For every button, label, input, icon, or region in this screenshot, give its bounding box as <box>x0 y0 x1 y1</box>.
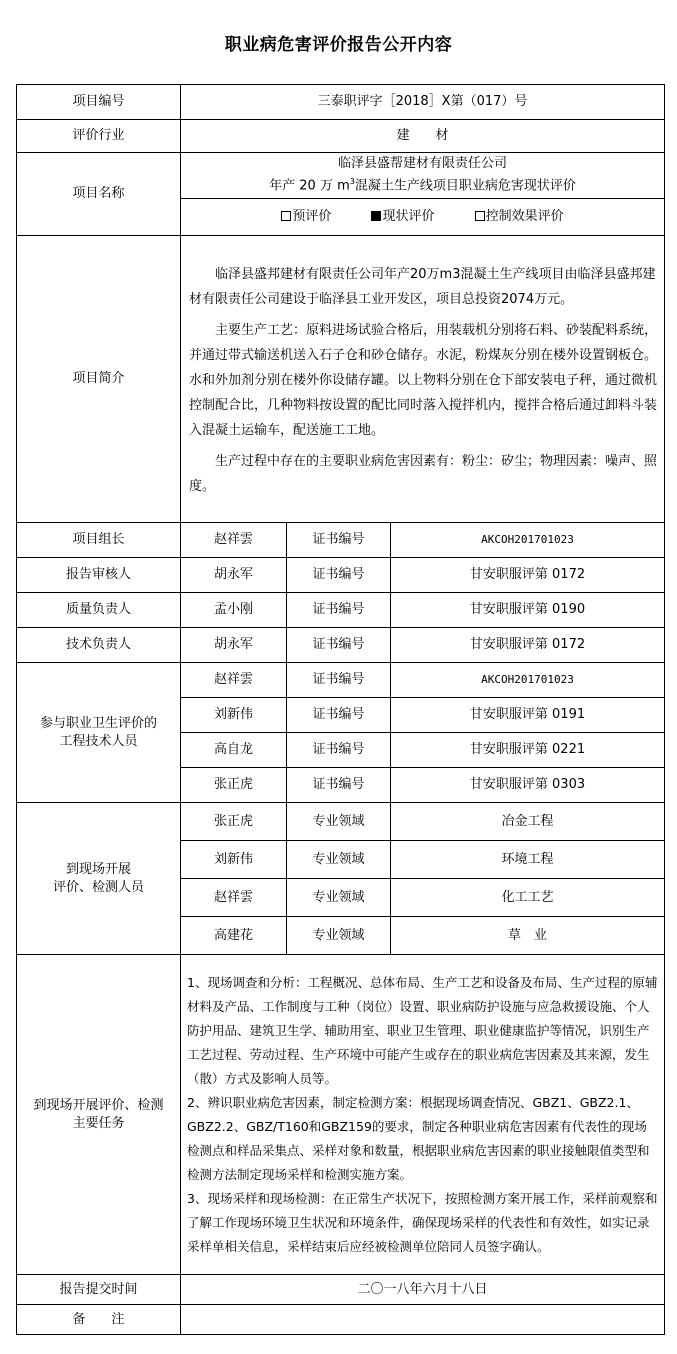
staff-name: 胡永军 <box>181 558 287 593</box>
value-remark <box>181 1305 665 1335</box>
cert-number: 甘安职服评第 0172 <box>391 558 665 593</box>
project-title-prefix: 年产 20 万 m <box>269 178 350 194</box>
tasks-label-line: 到现场开展评价、检测 <box>33 1097 164 1113</box>
label-project-no: 项目编号 <box>17 85 181 120</box>
checkbox-control-eval <box>475 211 485 221</box>
cert-label: 证书编号 <box>287 523 391 558</box>
staff-name: 赵祥雲 <box>181 523 287 558</box>
staff-name: 孟小刚 <box>181 593 287 628</box>
field-staff-name: 赵祥雲 <box>181 879 287 917</box>
engineers-label-line: 参与职业卫生评价的 <box>39 715 157 731</box>
engineer-name: 高自龙 <box>181 733 287 768</box>
cert-label: 证书编号 <box>287 733 391 768</box>
staff-role: 质量负责人 <box>17 593 181 628</box>
eval-type-pre-label: 预评价 <box>292 209 332 224</box>
staff-role: 技术负责人 <box>17 628 181 663</box>
tasks-label-line: 主要任务 <box>72 1115 125 1131</box>
field-staff-name: 高建花 <box>181 917 287 955</box>
cert-number: 甘安职服评第 0191 <box>391 698 665 733</box>
engineer-name: 张正虎 <box>181 768 287 803</box>
label-remark: 备 注 <box>17 1305 181 1335</box>
field-label: 专业领域 <box>287 879 391 917</box>
label-submit-date: 报告提交时间 <box>17 1275 181 1305</box>
field-staff-name: 张正虎 <box>181 803 287 841</box>
eval-type-current <box>371 208 434 226</box>
task-item: 2、辨识职业病危害因素，制定检测方案：根据现场调查情况、GBZ1、GBZ2.1、GBZ2.2、GBZ/T160和GBZ159的要求，制定各种职业病危害因素有代表性的现场检测点和样品采集点、采样对象和数量，根据职业病危害因素的职业接触限值类型和检测方法制定现场采样和检测实施方案。 <box>187 1094 650 1182</box>
cert-number: 甘安职服评第 0303 <box>391 768 665 803</box>
eval-type-options <box>181 199 665 236</box>
eval-type-pre <box>281 208 331 226</box>
row-intro <box>17 236 665 523</box>
row-engineer <box>17 663 665 698</box>
company-name: 临泽县盛帮建材有限责任公司 <box>337 156 507 172</box>
cert-label: 证书编号 <box>287 593 391 628</box>
cert-label: 证书编号 <box>287 698 391 733</box>
staff-name: 胡永军 <box>181 628 287 663</box>
field-label: 专业领域 <box>287 803 391 841</box>
value-project-no: 三泰职评字［2018］X第（017）号 <box>181 85 665 120</box>
engineer-name: 赵祥雲 <box>181 663 287 698</box>
row-industry <box>17 120 665 153</box>
field-staff-label-line: 评价、检测人员 <box>52 879 144 895</box>
value-intro <box>181 236 665 523</box>
field-label: 专业领域 <box>287 841 391 879</box>
cert-label: 证书编号 <box>287 768 391 803</box>
field-label: 专业领域 <box>287 917 391 955</box>
cert-number: 甘安职服评第 0172 <box>391 628 665 663</box>
row-team-leader <box>17 523 665 558</box>
label-intro: 项目简介 <box>17 236 181 523</box>
row-tech-lead <box>17 628 665 663</box>
eval-type-control <box>475 208 564 226</box>
row-submit-date <box>17 1275 665 1305</box>
value-project-name <box>181 153 665 199</box>
checkbox-current-eval <box>371 211 381 221</box>
engineer-name: 刘新伟 <box>181 698 287 733</box>
value-industry: 建 材 <box>181 120 665 153</box>
project-title <box>185 173 660 195</box>
label-engineers <box>17 663 181 803</box>
label-tasks <box>17 955 181 1275</box>
cert-number: 甘安职服评第 0190 <box>391 593 665 628</box>
eval-type-control-label: 控制效果评价 <box>485 209 564 224</box>
cert-number: AKCOH201701023 <box>391 523 665 558</box>
row-project-no <box>17 85 665 120</box>
intro-paragraph: 主要生产工艺：原料进场试验合格后，用装载机分别将石料、砂装配料系统，并通过带式输送机送入石子仓和砂仓储存。水泥，粉煤灰分别在楼外设置钢板仓。水和外加剂分别在楼外你设储存罐。以上物料分别在仓下部安装电子秤，通过微机控制配合比，几种物料按设置的配比同时落入搅拌机内，搅拌合格后通过卸料斗装入混凝土运输车，配送施工工地。 <box>189 322 658 438</box>
row-field-staff <box>17 803 665 841</box>
row-project-name <box>17 153 665 199</box>
project-title-suffix: 混凝土生产线项目职业病危害现状评价 <box>354 178 576 194</box>
eval-type-current-label: 现状评价 <box>382 209 435 224</box>
cert-label: 证书编号 <box>287 663 391 698</box>
task-item: 1、现场调查和分析：工程概况、总体布局、生产工艺和设备及布局、生产过程的原辅材料及产品、工作制度与工种（岗位）设置、职业病防护设施与应急救援设施、个人防护用品、建筑卫生学、辅助用室、职业卫生管理、职业健康监护等情况，识别生产工艺过程、劳动过程、生产环境中可能产生或存在的职业病危害因素及其来源，发生（散）方式及影响人员等。 <box>187 974 658 1086</box>
row-reviewer <box>17 558 665 593</box>
task-item: 3、现场采样和现场检测：在正常生产状况下，按照检测方案开展工作，采样前观察和了解工作现场环境卫生状况和环境条件，确保现场采样的代表性和有效性，如实记录采样单相关信息，采样结束后应经被检测单位陪同人员签字确认。 <box>187 1190 658 1254</box>
project-title-sup: 3 <box>349 177 355 187</box>
value-submit-date: 二〇一八年六月十八日 <box>181 1275 665 1305</box>
value-tasks <box>181 955 665 1275</box>
cert-number: 甘安职服评第 0221 <box>391 733 665 768</box>
field-staff-name: 刘新伟 <box>181 841 287 879</box>
field-value: 化工工艺 <box>391 879 665 917</box>
field-staff-label-line: 到现场开展 <box>65 861 131 877</box>
field-value: 草 业 <box>391 917 665 955</box>
engineers-label-line: 工程技术人员 <box>59 733 138 749</box>
staff-role: 项目组长 <box>17 523 181 558</box>
row-remark <box>17 1305 665 1335</box>
cert-label: 证书编号 <box>287 628 391 663</box>
cert-number: AKCOH201701023 <box>391 663 665 698</box>
label-industry: 评价行业 <box>17 120 181 153</box>
report-table <box>16 84 665 1335</box>
label-field-staff <box>17 803 181 955</box>
page-title: 职业病危害评价报告公开内容 <box>224 35 453 55</box>
cert-label: 证书编号 <box>287 558 391 593</box>
intro-paragraph: 生产过程中存在的主要职业病危害因素有：粉尘：矽尘；物理因素：噪声、照度。 <box>189 453 658 494</box>
row-tasks <box>17 955 665 1275</box>
intro-paragraph: 临泽县盛邦建材有限责任公司年产20万m3混凝土生产线项目由临泽县盛邦建材有限责任公司建设于临泽县工业开发区，项目总投资2074万元。 <box>189 266 656 307</box>
field-value: 冶金工程 <box>391 803 665 841</box>
staff-role: 报告审核人 <box>17 558 181 593</box>
label-project-name: 项目名称 <box>17 153 181 236</box>
checkbox-pre-eval <box>281 211 291 221</box>
row-quality-lead <box>17 593 665 628</box>
field-value: 环境工程 <box>391 841 665 879</box>
